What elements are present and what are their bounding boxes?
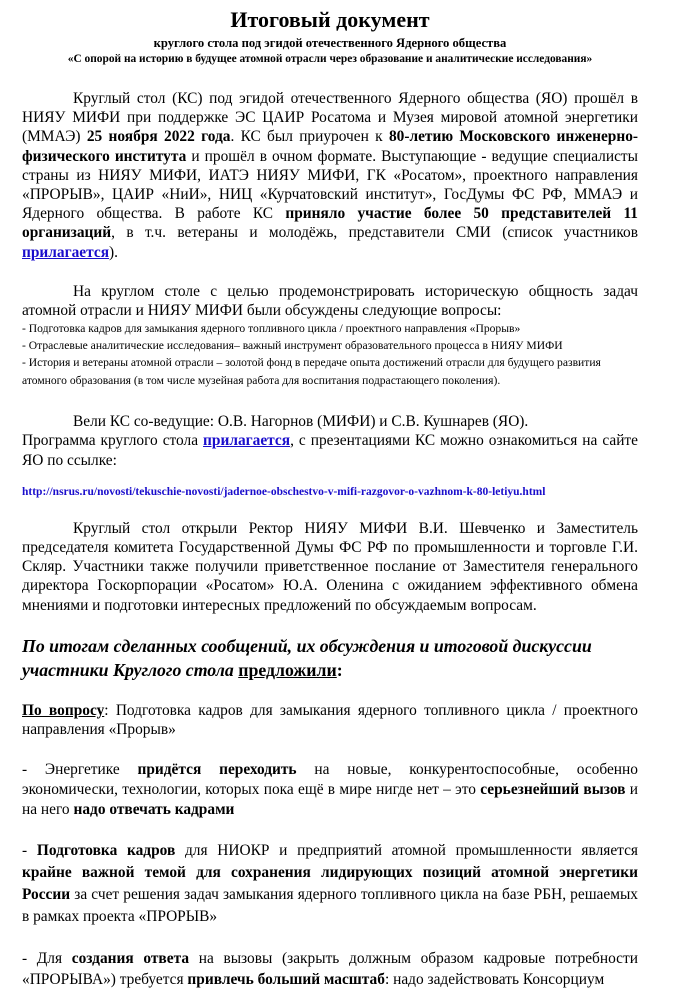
- paragraph-program: Программа круглого стола прилагается, с презентациями КС можно ознакомиться на сайте ЯО по ссылке:: [22, 432, 638, 469]
- topic-item-1: - Подготовка кадров для замыкания ядерного топливного цикла / проектного направления «Прорыв»: [22, 322, 521, 336]
- topic-item-3: - История и ветераны атомной отрасли – золотой фонд в передаче опыта достижений отрасли для будущего развития атомного образования (в том числе музейная работа для воспитания подрастающего поколения).: [22, 356, 601, 388]
- presentations-url-link[interactable]: [22, 486, 638, 498]
- question-label: По вопросу: [22, 701, 105, 719]
- document-page: [22, 6, 638, 990]
- paragraph-opening: Круглый стол открыли Ректор НИЯУ МИФИ В.И. Шевченко и Заместитель председателя комитета Государственной Думы ФС РФ по промышленности и торговле Г.И. Скляр. Участники также получили приветственное послание от Заместителя генерального директора Госкорпорации «Росатом» Ю.А. Оленина с ожиданием эффективного обмена мнениями и подготовки интересных предложений по обсуждаемым вопросам.: [22, 519, 638, 614]
- anniversary-text: 80-летию Московского инженерно-физического института: [22, 128, 639, 165]
- participants-list-link[interactable]: прилагается: [22, 243, 110, 261]
- results-heading: По итогам сделанных сообщений, их обсуждения и итоговой дискуссии участники Круглого стола предложили:: [22, 635, 592, 680]
- doc-theme: «С опорой на историю в будущее атомной отрасли через образование и аналитические исследования»: [67, 53, 593, 65]
- program-link[interactable]: прилагается: [203, 432, 291, 450]
- paragraph-intro: Круглый стол (КС) под эгидой отечественного Ядерного общества (ЯО) прошёл в НИЯУ МИФИ при поддержке ЭС ЦАИР Росатома и Музея мировой атомной энергетики (ММАЭ) 25 ноября 2022 года. КС был приурочен к 80-летию Московского инженерно-физического института и прошёл в очном формате. Выступающие - ведущие специалисты страны из НИЯУ МИФИ, ИАТЭ НИЯУ МИФИ, ГК «Росатом», проектного направления «ПРОРЫВ», ЦАИР «НиИ», НИЦ «Курчатовский институт», ГосДумы ФС РФ, ММАЭ и Ядерного общества. В работе КС приняло участие более 50 представителей 11 организаций, в т.ч. ветераны и молодёжь, представители СМИ (список участников прилагается).: [22, 90, 639, 261]
- proposal-item-3: - Для создания ответа на вызовы (закрыть должным образом кадровые потребности «ПРОРЫВА») требуется привлечь больший масштаб: надо задействовать Консорциум: [22, 950, 638, 989]
- proposal-item-1: - Энергетике придётся переходить на новые, конкурентоспособные, особенно экономически, технологии, которых пока ещё в мире нигде нет – это серьезнейший вызов и на него надо отвечать кадрами: [22, 761, 638, 819]
- participants-count: приняло участие более 50 представителей 11 организаций: [22, 205, 638, 242]
- paragraph-topics: На круглом столе с целью продемонстрировать историческую общность задач атомной отрасли и НИЯУ МИФИ были обсуждены следующие вопросы:: [22, 282, 638, 320]
- question-1: По вопросу: Подготовка кадров для замыкания ядерного топливного цикла / проектного направления «Прорыв»: [22, 701, 638, 739]
- doc-title: Итоговый документ: [230, 7, 430, 32]
- presentations-url[interactable]: http://nsrus.ru/novosti/tekuschie-novosti/jadernoe-obschestvo-v-mifi-razgovor-o-vazhnom-k-80-letiyu.html: [22, 485, 546, 498]
- paragraph-hosts: Вели КС со-ведущие: О.В. Нагорнов (МИФИ) и С.В. Кушнарев (ЯО).: [73, 413, 529, 431]
- event-date: 25 ноября 2022 года: [86, 128, 231, 146]
- topic-item-2: - Отраслевые аналитические исследования– важный инструмент образовательного процесса в НИЯУ МИФИ: [22, 339, 563, 353]
- proposal-item-2: - Подготовка кадров для НИОКР и предприятий атомной промышленности является крайне важной темой для сохранения лидирующих позиций атомной энергетики России за счет решения задач замыкания ядерного топливного цикла на базе РБН, решаемых в рамках проекта «ПРОРЫВ»: [22, 842, 638, 926]
- doc-subtitle: круглого стола под эгидой отечественного Ядерного общества: [153, 36, 507, 50]
